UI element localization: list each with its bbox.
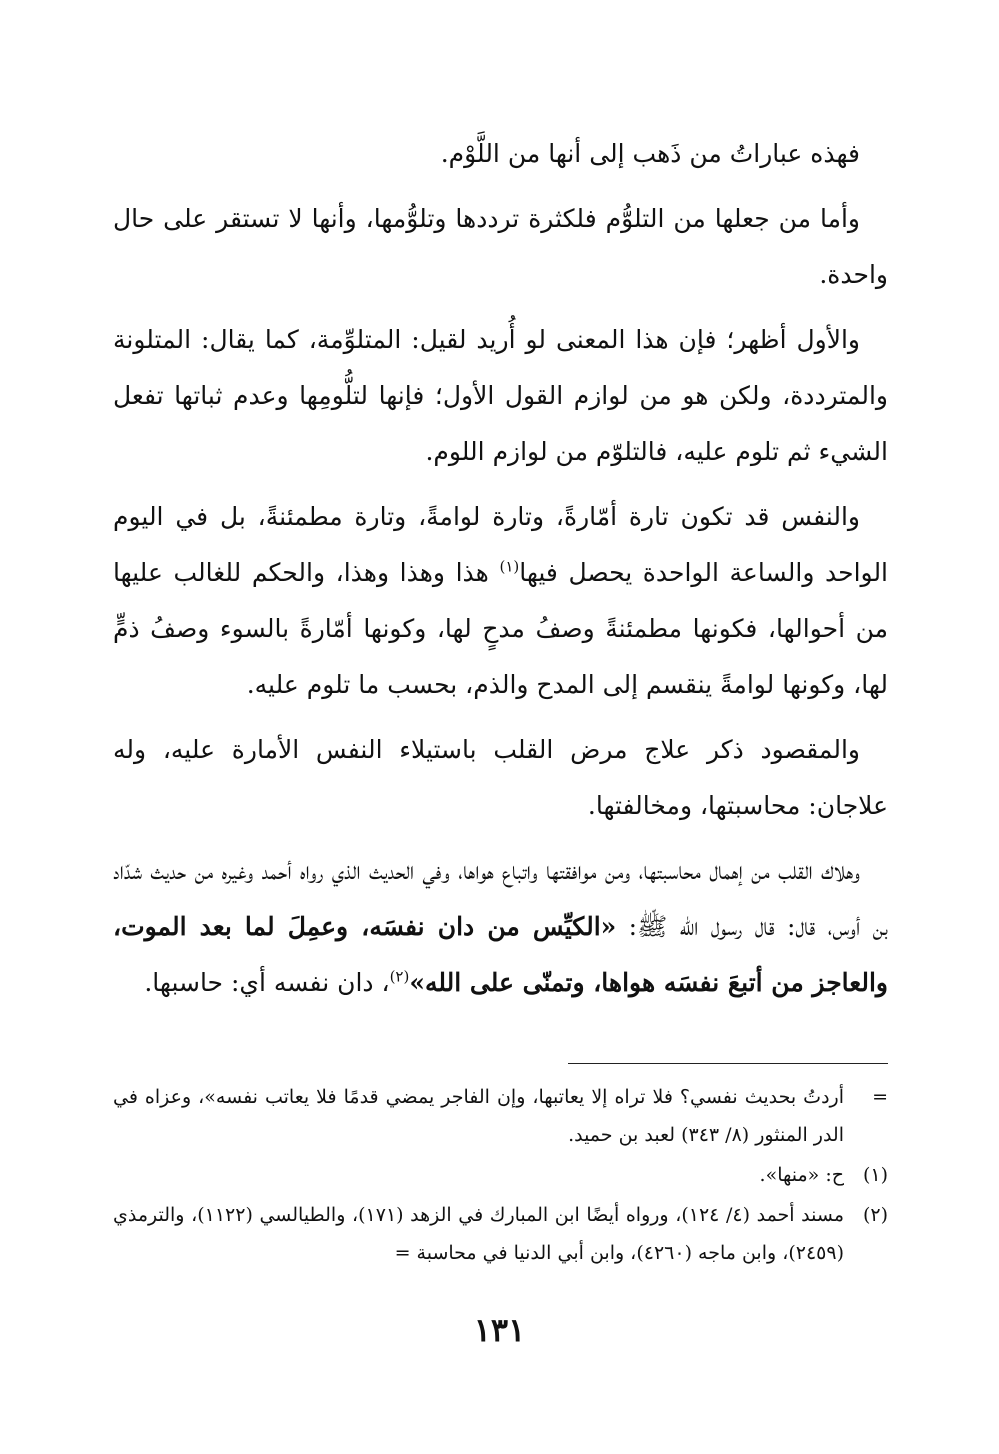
footnote-continued [113, 1078, 888, 1154]
footnote-1 [113, 1156, 888, 1194]
footnote-marker: (٢) [862, 1204, 888, 1226]
footnote-text: ح: «منها». [759, 1164, 844, 1186]
paragraph-text: هذا وهذا وهذا، والحكم للغالب عليها من أحوالها، فكونها مطمئنةً وصفُ مدحٍ لها، وكونها أمّارةً بالسوء وصفُ ذمٍّ لها، وكونها لوامةً ينقسم إلى المدح والذم، بحسب ما تلوم عليه. [113, 558, 888, 699]
paragraph-text: فهذه عباراتُ من ذَهب إلى أنها من اللَّوْم. [440, 139, 860, 168]
footnote-text: أردتُ بحديث نفسي؟ فلا تراه إلا يعاتبها، وإن الفاجر يمضي قدمًا فلا يعاتب نفسه»، وعزاه في الدر المنثور (٨/ ٣٤٣) لعبد بن حميد. [113, 1086, 844, 1146]
main-text [113, 126, 888, 1020]
footnote-marker: = [872, 1086, 888, 1108]
paragraph-text: ، دان نفسه أي: حاسبها. [144, 968, 390, 997]
footnote-separator [568, 1063, 888, 1064]
paragraph-2 [113, 191, 888, 303]
hadith-quote: «الكيِّس من دان نفسَه، وعمِلَ لما بعد الموت، والعاجز من أتبعَ نفسَه هواها، وتمنّى على الله» [113, 912, 888, 997]
footnote-text: مسند أحمد (٤/ ١٢٤)، ورواه أيضًا ابن المبارك في الزهد (١٧١)، والطيالسي (١١٢٢)، والترمذي (٢٤٥٩)، وابن ماجه (٤٢٦٠)، وابن أبي الدنيا في محاسبة = [113, 1204, 845, 1264]
paragraph-1 [113, 126, 888, 182]
paragraph-text: وأما من جعلها من التلوُّم فلكثرة ترددها وتلوُّمها، وأنها لا تستقر على حال واحدة. [113, 204, 888, 289]
footnote-reference-1[interactable]: (١) [499, 557, 520, 576]
paragraph-text: والنفس قد تكون تارة أمّارةً، وتارة لوامةً، وتارة مطمئنةً، بل في اليوم الواحد والساعة الواحدة يحصل فيها [113, 502, 889, 587]
paragraph-text: والمقصود ذكر علاج مرض القلب باستيلاء النفس الأمارة عليه، وله علاجان: محاسبتها، ومخالفتها. [113, 735, 888, 820]
footnotes [113, 1078, 888, 1274]
paragraph-text: والأول أظهر؛ فإن هذا المعنى لو أُريد لقيل: المتلوِّمة، كما يقال: المتلونة والمترددة، ولكن هو من لوازم القول الأول؛ فإنها لتلُّومِها وعدم ثباتها تفعل الشيء ثم تلوم عليه، فالتلوّم من لوازم اللوم. [113, 325, 888, 466]
paragraph-5 [113, 722, 888, 834]
page-number: ١٣١ [473, 1311, 526, 1349]
paragraph-6 [113, 843, 888, 1011]
paragraph-text: وهلاك القلب من إهمال محاسبتها، ومن موافقتها واتباع هواها، وفي الحديث الذي رواه أحمد وغيره من حديث شدّاد بن أوس، قال: قال رسول الله ﷺ: [113, 856, 888, 941]
footnote-marker: (١) [862, 1164, 888, 1186]
paragraph-3 [113, 312, 888, 480]
paragraph-4 [113, 489, 888, 713]
footnote-2 [113, 1196, 888, 1272]
footnote-reference-2[interactable]: (٢) [389, 967, 410, 986]
